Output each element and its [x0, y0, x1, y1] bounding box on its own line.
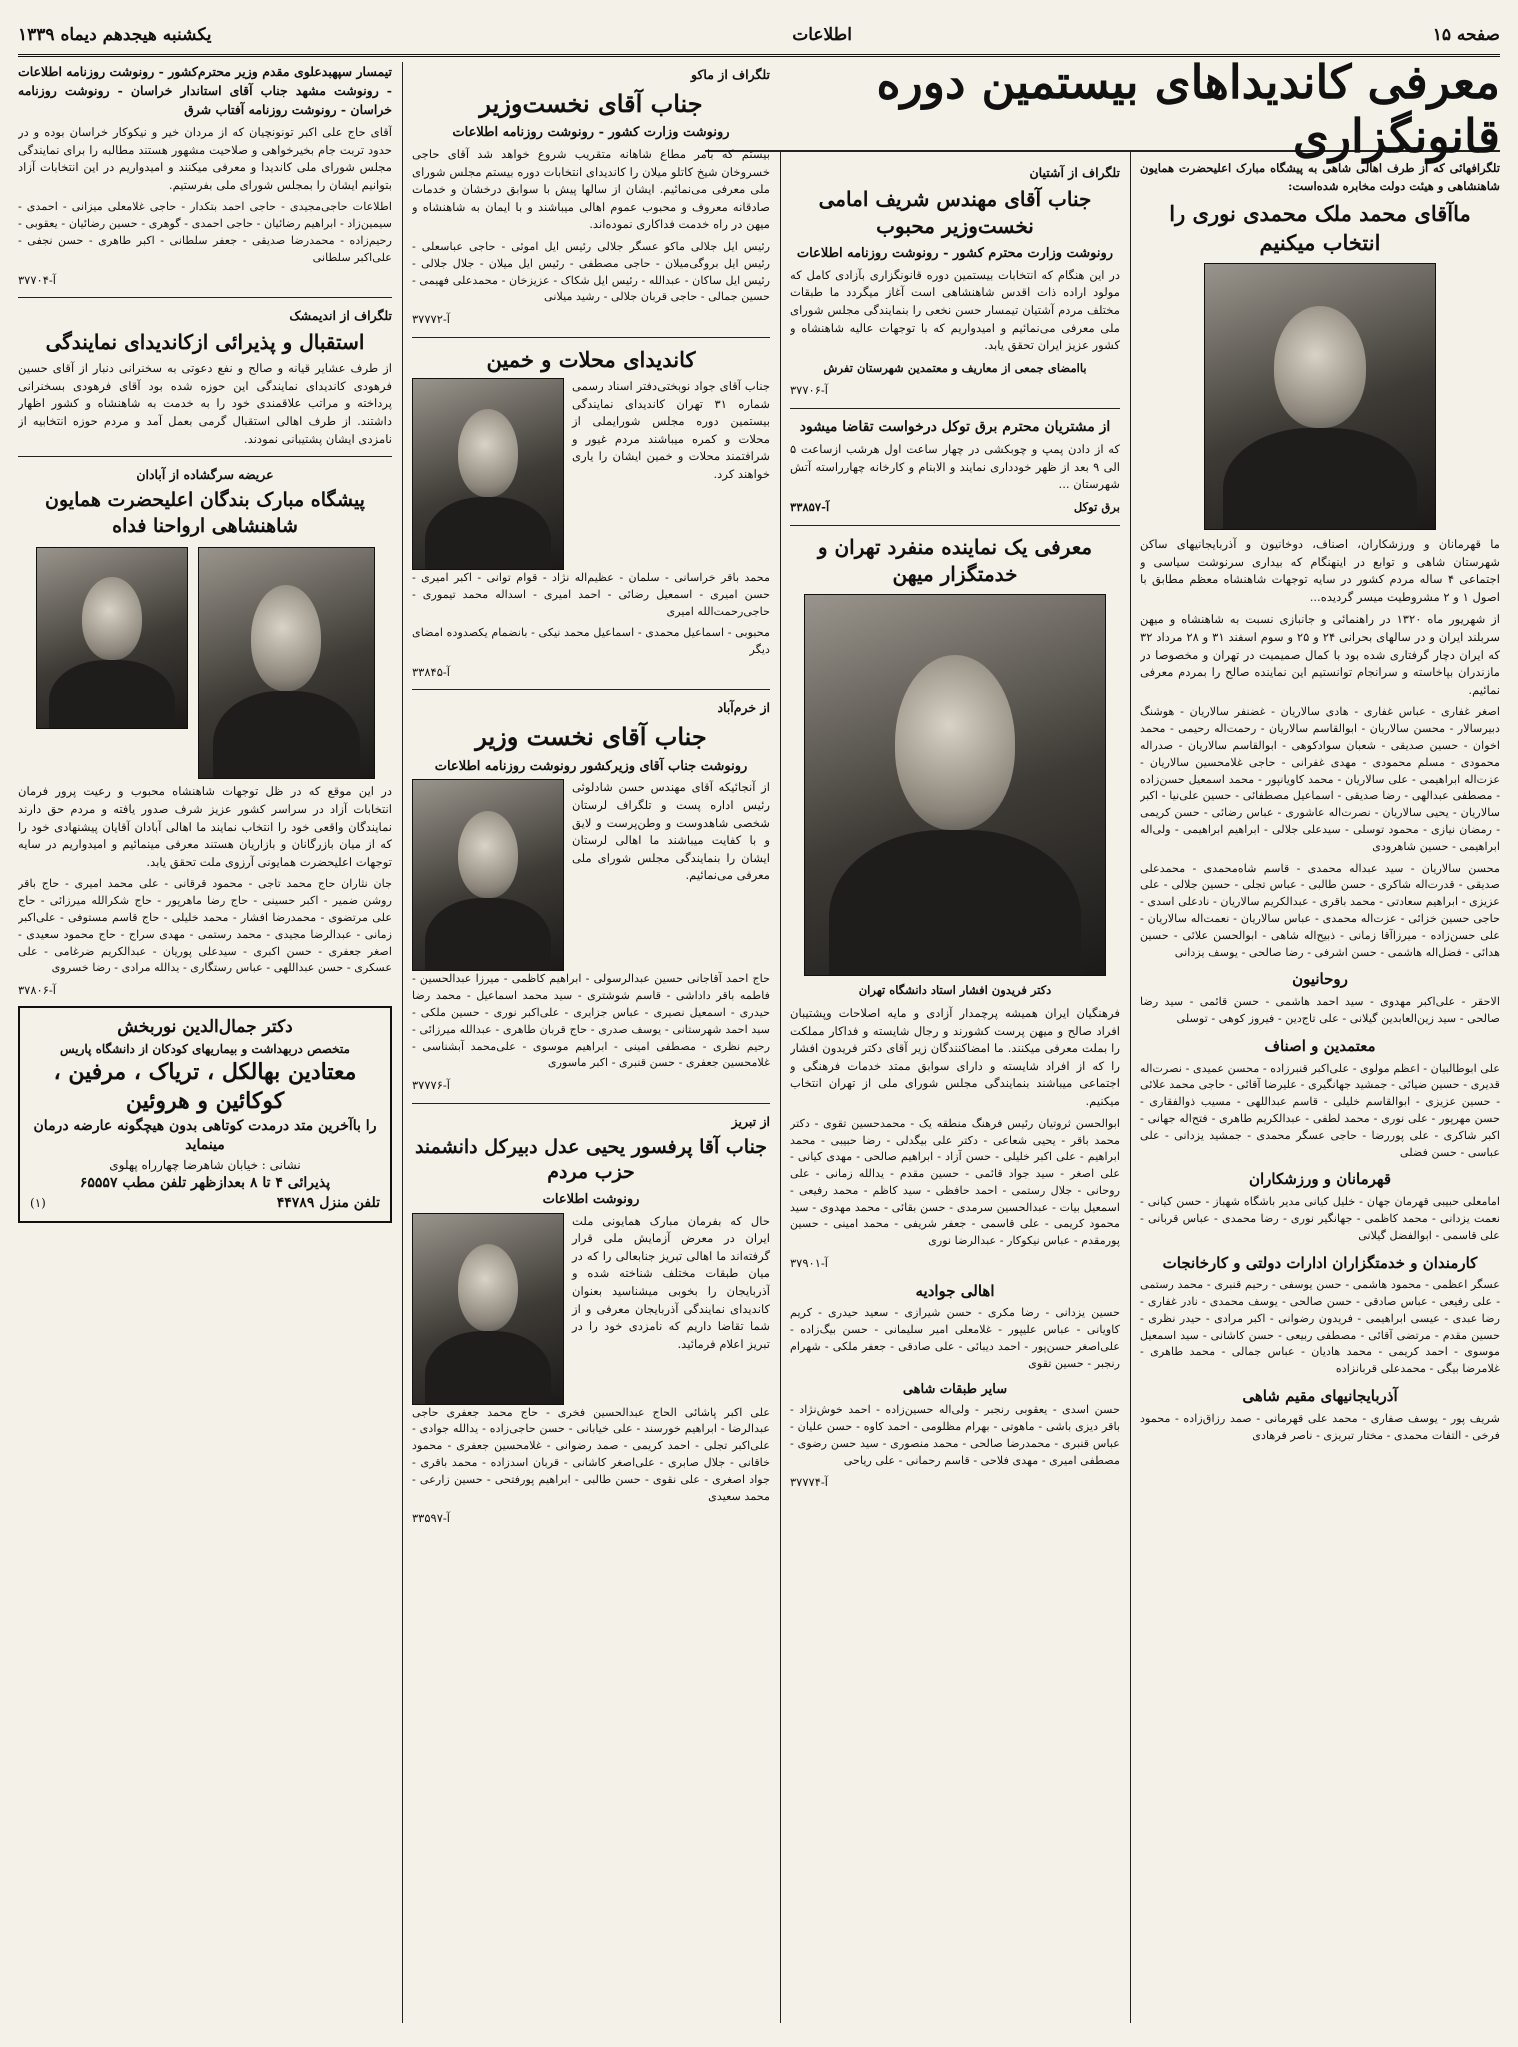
headline-pm-maku: جناب آقای نخست‌وزیر — [479, 89, 703, 118]
headline-mahallat: کاندیدای محلات و خمین — [486, 346, 696, 372]
column-divider — [402, 62, 403, 2023]
article-paragraph: در این هنگام که انتخابات بیستمین دوره قانونگزاری بآزادی کامل که مولود اراده ذات اقدس شاهنشاهی است آغاز میگردد ما طبقات مختلف مردم آشتیان تیمسار حسن نخعی را بنمایندگی مجلس شورای ملی معرفی می‌نمائیم و امیدواریم که با توجهات عالیه شاهنشاه و کشور عزیز ایران تحقق یابد. — [790, 267, 1120, 353]
copy-line: رونوشت اطلاعات — [542, 1191, 640, 1207]
ad-code: آ-۳۳۸۴۵ — [412, 664, 450, 679]
photo-face — [458, 811, 518, 898]
ad-code: آ-۳۷۸۰۶ — [18, 983, 56, 998]
ad-code: آ-۳۳۵۹۷ — [412, 1511, 450, 1526]
portrait-photo — [804, 594, 1106, 976]
article-paragraph: جناب آقای جواد نوبختی‌دفتر اسناد رسمی شماره ۳۱ تهران کاندیدای نمایندگی بیستمین دوره مجلس شورایملی از محلات و کمره میباشند مردم غیور و شرافتمند محلات و خمین ایشان را یاری خواهند کرد. — [572, 378, 770, 482]
newspaper-name: اطلاعات — [792, 25, 852, 45]
signatories-list: رئیس ایل جلالی ماکو عسگر جلالی رئیس ایل اموئی - حاجی عباسعلی - رئیس ایل بروگی‌میلان - حاجی مصطفی - رئیس ایل میلان - جلال جلالی - رئیس ایل ساکان - عبدالله - رئیس ایل شکاک - عزیزخان - محمدعلی فهیمی - حسین جمالی - حاجی قربان جلالی - رشید میلانی — [412, 239, 770, 304]
signatories-list: علی ابوطالبیان - اعظم مولوی - علی‌اکبر قنبرزاده - محسن عمیدی - نصرت‌اله قدیری - حسین ضیائی - جمشید جهانگیری - علیرضا آقائی - حاجی محمد علائی - حسین عزیزی - ابوالقاسم خلیلی - قاسم عبداللهی - مسیب ذوالفقاری - حسن مهرپور - علی نوری - محمد لطفی - عبدالکریم طاهری - فتح‌اله جهانی - اکبر شاکری - علی پوررضا - حاجی عسگر محمدی - جمشید یزدانی - علی عباسی - حسن فضلی — [1140, 1061, 1500, 1159]
ad-code: آ-۳۷۷۷۲ — [412, 312, 450, 327]
ad-line: را باآخرین متد درمدت کوتاهی بدون هیچگونه عارضه درمان مینماید — [33, 1117, 377, 1154]
ad-code: آ-۳۳۸۵۷ — [790, 499, 830, 514]
signature-line: باامضای جمعی از معاریف و معتمدین شهرستان تفرش — [823, 360, 1087, 375]
dateline: از تبریز — [731, 1113, 770, 1129]
notice-headline: از مشتریان محترم برق توکل درخواست تقاضا میشود — [799, 418, 1111, 435]
signatories-list: حسین یزدانی - رضا مکری - حسن شیرازی - سعید حیدری - کریم کاویانی - عباس علیپور - غلامعلی امیر سلیمانی - حسن بیگ‌زاده - علی‌اصغر حسن‌پور - احمد دیبائی - علی صادقی - جعفر ملکی - شهرام رنجبر - حسین تقوی — [790, 1306, 1120, 1370]
copy-line: رونوشت وزارت محترم کشور - رونوشت روزنامه اطلاعات — [796, 246, 1114, 261]
dateline: تلگراف از اندیمشک — [289, 308, 392, 324]
portrait-photo — [36, 547, 188, 729]
photo-suit — [1223, 428, 1416, 529]
signatories-list: محسن سالاریان - سید عبداله محمدی - قاسم شاه‌محمدی - محمدعلی صدیقی - قدرت‌اله شاکری - حسن طالبی - عباس تجلی - حسین جلالی - علی عزیزی - ابراهیم سعادتی - محمد باقری - عبدالکریم سالاریان - نادعلی اسدی - حاجی حسین خزائی - عزت‌اله محمدی - عباس سالاریان - نعمت‌اله سالاریان - علی حسن‌زاده - میرزاآقا زمانی - ذبیح‌اله شاهی - ابوالحسن علائی - حسین هدائی - فضل‌اله هاشمی - حسن اشرفی - رضا صالحی - یوسف یزدانی — [1140, 861, 1500, 959]
telegram-addressees: تیمسار سپهبدعلوی مقدم وزیر محترم‌کشور - رونوشت روزنامه اطلاعات - رونوشت مشهد جناب آقای استاندار خراسان - رونوشت روزنامه خراسان - رونوشت روزنامه آفتاب شرق — [18, 64, 392, 117]
ad-address: نشانی : خیابان شاهرضا چهارراه پهلوی — [109, 1158, 301, 1173]
dateline: تلگراف از آشتیان — [1029, 165, 1120, 180]
signatories-list: ابوالحسن ثروتیان رئیس فرهنگ منطقه یک - محمدحسین تقوی - دکتر محمد باقر - یحیی شعاعی - دکتر علی بیگدلی - رضا حبیبی - محمد ابراهیم - علی اکبر خلیلی - حسن آزاد - ابراهیم صالحی - مهدی کیانی - علی اصغر - سید جواد قائمی - حسین مقدم - یدالله زمانی - علی روحانی - جلال رستمی - احمد حافظی - سید کاظم - محمد رفیعی - اسمعیل بیات - عبدالحسین سرمدی - حسن بقائی - محمد مهدوی - سید محمود کریمی - علی قاسمی - جعفر شریفی - محمد امینی - حسین پورمقدم - عباس نیکوکار - عبدالرضا نوری — [790, 1116, 1120, 1248]
ad-footer — [30, 1194, 380, 1214]
ad-line: معتادین بهالکل ، تریاک ، مرفین ، — [53, 1058, 357, 1085]
article-paragraph: در این موقع که در ظل توجهات شاهنشاه محبوب و رعیت پرور فرمان انتخابات آزاد در سراسر کشور عزیز شرف صدور یافته و مردم حق دارند نمایندگان واقعی خود را انتخاب نمایند ما اهالی آبادان آقایان پیشنهادی خود را که از میان بازرگانان و بازاریان هستند معرفی مینمائیم و امیدواریم در سایه توجهات اعلیحضرت همایونی آرزوی ملت تحقق یابد. — [18, 784, 392, 869]
signatories-list: امامعلی حبیبی قهرمان جهان - خلیل کیانی مدیر باشگاه شهباز - حسن کیانی - نعمت یزدانی - محمد کاظمی - جهانگیر نوری - رضا محمدی - عباس قربانی - علی قاسمی - ابوالفضل گیلانی — [1140, 1195, 1500, 1242]
portrait-photo — [198, 547, 375, 779]
ad-code: آ-۳۷۷۷۴ — [790, 1475, 828, 1490]
signatories-list: عسگر اعظمی - محمود هاشمی - حسن یوسفی - رحیم قنبری - محمد رستمی - علی رفیعی - عباس صادقی - حسن صالحی - یوسف محمدی - نادر غفاری - رضا عبدی - عیسی ابراهیمی - فریدون رضوانی - اکبر مرادی - حیدر نظری - حسین مقدم - مرتضی آقائی - مصطفی ربیعی - حسن کاشانی - سید اسمعیل موسوی - احمد کریمی - محمد هادیان - عباس جمالی - محمد طاهری - غلامرضا بیگی - محمدعلی قربانزاده — [1140, 1278, 1500, 1376]
tabriz-block — [412, 1213, 770, 1405]
headline-yahya-adl: جناب آقا پرفسور یحیی عدل دبیرکل دانشمند حزب مردم — [414, 1135, 768, 1184]
article-paragraph: بیستم که بامر مطاع شاهانه متقریب شروع خواهد شد آقای حاجی خسروخان شیخ کاتلو میلان را کاندیدای انتخابات دوره بیستم مجلس شورای ملی معرفی می‌نمائیم. ایشان از سالها پیش با سوابق درخشان و خدمات صادقانه معروف و محبوب عموم اهالی میباشند و با ایمان به شاهنشاه و میهن در راه خدمت فداکاری نموده‌اند. — [412, 146, 770, 232]
headline-abadan: پیشگاه مبارک بندگان اعلیحضرت همایون شاهنشاهی ارواحنا فداه — [45, 489, 365, 537]
portrait-photo — [1204, 263, 1436, 530]
ad-line: کوکائین و هروئین — [125, 1088, 285, 1115]
masthead — [18, 20, 1500, 57]
photo-suit — [425, 497, 551, 569]
signatories-list: اصغر غفاری - عباس غفاری - هادی سالاریان - غضنفر سالاریان - هوشنگ دبیرسالار - محسن سالاریان - ابوالقاسم سالاریان - رحمت‌اله رحیمی - محمد اخوان - حسین صدیقی - شعبان سوادکوهی - ابوالقاسم سالاریان - صدراله محمودی - مسلم محمودی - مهدی غفرانی - حاجی غلامحسین سالاریان - عزت‌اله ابراهیمی - علی سالاریان - محمد کاویانپور - محمد اسمعیل حسن‌زاده - مصطفی عبدالهی - رضا صدیقی - اسماعیل مصطفائی - حسین علی‌نیا - اکبر سالاریان - یحیی سالاریان - نصرت‌اله عاشوری - عباس رضائی - حسن کریمی - رمضان نیازی - محمود توسلی - سیدعلی جلالی - ابراهیم ابراهیمی - ولی‌اله ابراهیمی - حسین شاهرودی — [1140, 705, 1500, 853]
telegram-intro: تلگرافهائی که از طرف اهالی شاهی به پیشگاه مبارک اعلیحضرت همایون شاهنشاهی و هیئت دولت مخابره شده‌است: — [1140, 161, 1500, 193]
dateline: تلگراف از ماکو — [691, 67, 770, 82]
section-guilds: معتمدین و اصناف — [1264, 1036, 1376, 1055]
signatories-list: علی اکبر پاشائی الحاج عبدالحسین فخری - حاج محمد جعفری حاجی عبدالرضا - ابراهیم خورسند - علی خیابانی - حسن حاجی‌زاده - یدالله جوادی - علی‌اکبر تجلی - احمد کریمی - صمد رضوانی - غلامحسین جعفری - محمود خاقانی - جلال صابری - علی‌اصغر کاشانی - قربان اسدزاده - محمد باقری - جواد اصغری - علی نقوی - حسن طالبی - ابراهیم پورفتحی - حسین زارعی - محمد سعیدی — [412, 1405, 770, 1503]
headline-nouri: ماآقای محمد ملک محمدی نوری را انتخاب میکنیم — [1169, 201, 1471, 255]
column-2 — [790, 160, 1120, 2027]
signatories-list: حسن اسدی - یعقوبی رنجبر - ولی‌اله حسین‌زاده - احمد خوش‌نژاد - باقر دیزی باشی - ماهوتی - بهرام مظلومی - احمد کاوه - حسن علیان - عباس قنبری - محمدرضا صالحی - محمد منصوری - سید حسن رضوی - مصطفی امیری - مهدی فلاحی - قاسم رحمانی - علی ریاحی — [790, 1403, 1120, 1467]
headline-andimeshk: استقبال و پذیرائی ازکاندیدای نمایندگی — [45, 330, 365, 355]
section-azerbaijanis: آذربایجانیهای مقیم شاهی — [1242, 1387, 1398, 1406]
ad-code: آ-۳۷۷۷۶ — [412, 1078, 450, 1093]
photo-suit — [425, 898, 551, 970]
section-clergy: روحانیون — [1292, 970, 1348, 989]
ad-hours: پذیرائی ۴ تا ۸ بعدازظهر تلفن مطب ۶۵۵۵۷ — [79, 1175, 331, 1192]
photo-face — [82, 577, 142, 660]
ad-specialty: متخصص دربهداشت و بیماریهای کودکان از دانشگاه پاریس — [60, 1041, 350, 1056]
copy-line: رونوشت جناب آقای وزیرکشور رونوشت روزنامه اطلاعات — [434, 758, 748, 774]
article-paragraph: از شهریور ماه ۱۳۲۰ در راهنمائی و جانبازی نسبت به شاهنشاه و میهن سربلند ایران و در سالهای بحرانی ۲۴ و ۲۵ و سوم اسفند ۳۱ و ۲۸ مرداد ۳۲ که ایران دچار گرفتاری شده بود با کمال صمیمیت در تهران و مخصوصا در مازندران بپاخاسته و سرانجام توانستیم این نماینده صالح را بمردم معرفی نمائیم. — [1140, 612, 1500, 697]
ad-phone: تلفن منزل ۴۴۷۸۹ — [276, 1194, 380, 1211]
khorramabad-block — [412, 779, 770, 971]
divider — [412, 1103, 770, 1104]
dateline: از خرم‌آباد — [717, 700, 770, 716]
mahallat-block — [412, 378, 770, 570]
photo-face — [251, 585, 321, 691]
section-javadieh: اهالی جوادیه — [915, 1281, 995, 1300]
article-paragraph: حال که بفرمان مبارک همایونی ملت ایران در معرض آزمایش ملی قرار گرفته‌اند ما اهالی تبریز جنابعالی را که در میان طبقات مختلف شناخته شده و آذربایجان را بخوبی میشناسید بعنوان کاندیدای نمایندگی آذربایجان معرفی و از شما تقاضا داریم که نامزدی خود را در تبریز اعلام فرمائید. — [572, 1213, 770, 1351]
issue-date: یکشنبه هیجدهم دیماه ۱۳۳۹ — [18, 25, 212, 45]
section-others: سایر طبقات شاهی — [902, 1381, 1008, 1397]
divider — [18, 297, 392, 298]
ad-doctor-name: دکتر جمال‌الدین نوربخش — [117, 1016, 293, 1037]
divider — [412, 337, 770, 338]
headline-pm-khorramabad: جناب آقای نخست وزیر — [475, 722, 707, 752]
photo-suit — [425, 1331, 551, 1403]
doctor-advertisement — [18, 1006, 392, 1224]
column-divider — [780, 152, 781, 2023]
signatories-list: حاج احمد آقاجانی حسین عبدالرسولی - ابراهیم کاظمی - میرزا عبدالحسین - فاطمه باقر داداشی - قاسم شوشتری - سید محمد اسماعیل - محمد رضا حیدری - اسمعیل نصیری - عباس جزایری - علی‌اکبر نوری - حسین ملکی - سید احمد شهرستانی - یوسف صدری - حاج قربان طاهری - عبدالله میرزائی - رحیم نظری - مصطفی امینی - ابراهیم موسوی - علی‌محمد آبشناسی - غلامحسین جعفری - حسن قنبری - اکبر ماسوری — [412, 972, 770, 1070]
ad-code: آ-۳۷۷۰۴ — [18, 272, 56, 287]
photo-face — [458, 409, 518, 496]
article-paragraph: فرهنگیان ایران همیشه پرچمدار آزادی و مایه اصلاحات وپشتیبان افراد صالح و میهن پرست کشورند و رجال شایسته و فداکار مملکت را بملت معرفی میکنند. ما امضاکنندگان زیر آقای دکتر فریدون افشار را که از افراد شایسته و دارای سوابق ممتد خدمات فرهنگی و اجتماعی میباشند بنمایندگی مجلس شورای ملی از تهران انتخاب میکنیم. — [790, 1006, 1120, 1109]
photo-suit — [49, 660, 175, 728]
signatories-list: الاحقر - علی‌اکبر مهدوی - سید احمد هاشمی - حسن قائمی - سید رضا صالحی - سید زین‌العابدین گیلانی - علی تاج‌دین - فیروز کوهی - توسلی — [1140, 995, 1500, 1025]
page-number: صفحه ۱۵ — [1432, 25, 1500, 45]
photo-face — [1274, 306, 1366, 428]
headline-sharif-emami: جناب آقای مهندس شریف امامی نخست‌وزیر محبوب — [818, 187, 1092, 238]
divider — [790, 525, 1120, 526]
divider — [412, 689, 770, 690]
column-3 — [412, 62, 770, 2027]
article-paragraph: ما قهرمانان و ورزشکاران، اصناف، دوخانیون و آذربایجانیهای ساکن شهرستان شاهی و توابع در اینهنگام که بیداری سرنوشت سیاسی و اجتماعی ۴ ساله مردم کشور در سایه توجهات شاهنشاه معظم مطابق با اصول ۱ و ۲ مشروطیت میسر گردیده... — [1140, 536, 1500, 604]
column-divider — [1130, 152, 1131, 2023]
article-paragraph: از آنجائیکه آقای مهندس حسن شادلوئی رئیس اداره پست و تلگراف لرستان شخصی شاهدوست و وطن‌پرست و لایق و با کفایت میباشند ما اهالی لرستان ایشان را بنمایندگی مجلس شورای ملی معرفی می‌نمائیم. — [572, 780, 770, 883]
abadan-photos — [18, 543, 392, 783]
copy-line: رونوشت وزارت کشور - رونوشت روزنامه اطلاعات — [452, 125, 730, 141]
signatories-list: محمد باقر خراسانی - سلمان - عظیم‌اله نژاد - قوام توانی - اکبر امیری - حسن امیری - اسمعیل رضائی - احمد امیری - اسداله محمد تیموری - حاجی‌رحمت‌الله امیری — [412, 570, 770, 618]
ad-number: (۱) — [30, 1195, 46, 1210]
divider — [790, 408, 1120, 409]
photo-caption: دکتر فریدون افشار استاد دانشگاه تهران — [858, 982, 1052, 997]
ad-code: آ-۳۷۷۰۶ — [790, 383, 828, 398]
article-paragraph: از طرف عشایر قیانه و صالح و نفع دعوتی به سخنرانی دنبار از آقای حسین فرهودی کاندیدای نمایندگی این حوزه شده بود آقای فرهودی بسخنرانی پرداخته و مراتب علاقمندی خود را به خدمت به شاهنشاه و کشور اظهار داشتند. از طرف اهالی استقبال گرمی بعمل آمد و مردم حوزه انتخابیه از نامزدی ایشان پشتیبانی نمودند. — [18, 361, 392, 446]
divider — [18, 456, 392, 457]
signatories-list: محبوبی - اسماعیل محمدی - اسماعیل محمد نیکی - بانضمام یکصدوده امضای دیگر — [412, 626, 770, 657]
photo-suit — [213, 691, 360, 778]
signatories-list: جان نثاران حاج محمد تاجی - محمود قرقانی - علی محمد امیری - حاج باقر روشن ضمیر - اکبر حسینی - حاج رضا ماهرپور - حاج شکرالله میرزائی - حاج علی مرتضوی - محمدرضا افشار - محمد خلیلی - حاج قاسم مستوفی - علی‌اکبر زمانی - عبدالرضا مجیدی - محمد رستمی - مهدی سراج - حاج محمود سعیدی - اصغر جعفری - حسن اکبری - سیدعلی پوریان - عبدالکریم ضرغامی - علی عسکری - حسن عبداللهی - عباس رستگاری - یدالله مرادی - رضا خسروی — [18, 877, 392, 975]
dateline: عریضه سرگشاده از آبادان — [136, 467, 274, 483]
portrait-photo — [412, 1213, 564, 1405]
column-1 — [1140, 160, 1500, 2027]
section-athletes: قهرمانان و ورزشکاران — [1249, 1170, 1391, 1189]
portrait-photo — [412, 378, 564, 570]
photo-suit — [829, 830, 1081, 974]
main-banner-headline: معرفی کاندیداهای بیستمین دوره قانونگزاری — [705, 68, 1500, 152]
photo-face — [895, 655, 1015, 830]
signatories-list: شریف پور - یوسف صفاری - محمد علی قهرمانی - صمد رزاق‌زاده - محمود فرخی - التفات محمدی - مختار تبریزی - ناصر فرهادی — [1140, 1411, 1500, 1442]
notice-footer — [790, 499, 1120, 517]
column-4 — [18, 62, 392, 2027]
article-paragraph: آقای حاج علی اکبر تونونچیان که از مردان خیر و نیکوکار خراسان بوده و در حدود تربت جام بخیرخواهی و صلاحیت مشهور هستند مطالبه را برای نمایندگی مجلس شورای ملی کاندیدا و معرفی میکنند و امیدواریم در این انتخابات آزاد بتوانیم ایشان را بمجلس شورای ملی بفرستیم. — [18, 125, 392, 192]
section-employees: کارمندان و خدمتگزاران ادارات دولتی و کارخانجات — [1162, 1253, 1478, 1272]
signatories-list: اطلاعات حاجی‌مجیدی - حاجی احمد بتکدار - حاجی غلامعلی میزانی - احمدی - سیمین‌زاد - ابراهیم رضائیان - حاجی احمدی - گوهری - حسین رضائیان - یعقوبی - رحیم‌زاده - محمدرضا صدیقی - جعفر سلطانی - اکبر طاهری - حسن نجفی - علی‌اکبر سلطانی — [18, 200, 392, 264]
photo-face — [458, 1244, 518, 1331]
headline-tehran-rep: معرفی یک نماینده منفرد تهران و خدمتگزار میهن — [817, 534, 1093, 586]
notice-body: که از دادن پمپ و چوبکشی در چهار ساعت اول هرشب ازساعت ۵ الی ۹ بعد از ظهر خودداری نمایند و الابنام و کارخانه چهارراسته آتش شهرستان ... — [790, 442, 1120, 492]
portrait-photo — [412, 779, 564, 971]
notice-signature: برق توکل — [1073, 499, 1120, 514]
ad-code: آ-۳۷۹۰۱ — [790, 1256, 828, 1271]
